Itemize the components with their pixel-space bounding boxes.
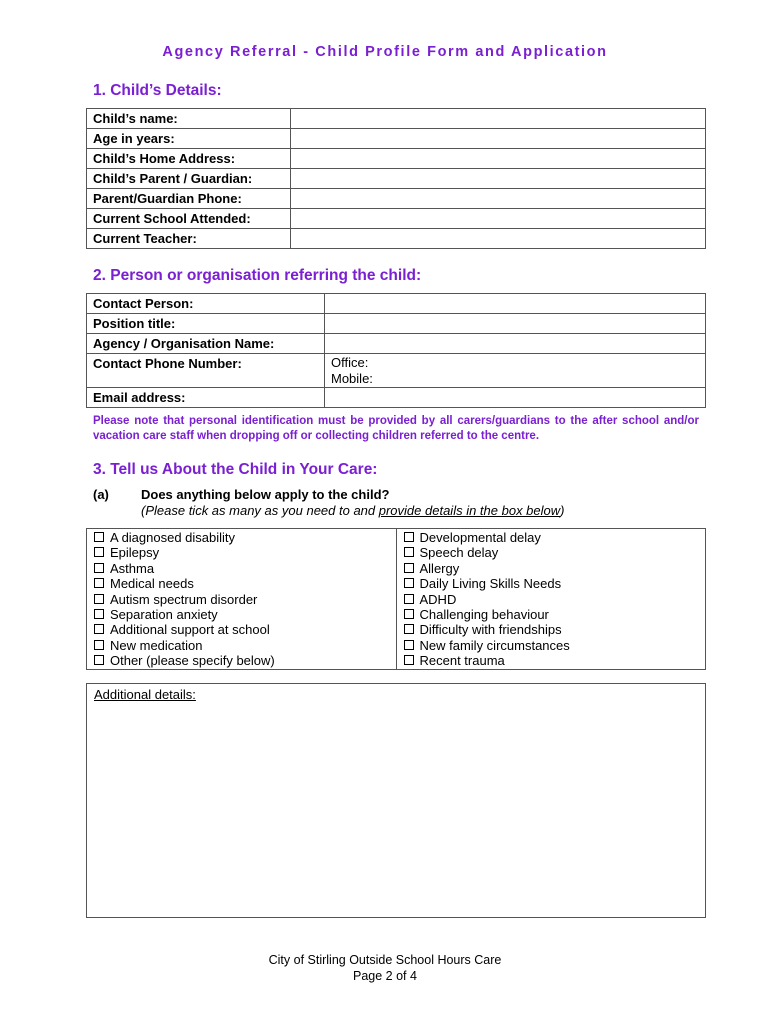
- list-item[interactable]: [404, 638, 699, 653]
- agency-name-label: Agency / Organisation Name:: [87, 334, 325, 354]
- table-row: [87, 129, 706, 149]
- list-item[interactable]: [404, 576, 699, 591]
- checkbox-icon[interactable]: [404, 563, 414, 573]
- checkbox-icon[interactable]: [404, 624, 414, 634]
- checkbox-icon[interactable]: [94, 609, 104, 619]
- option-label: Recent trauma: [419, 653, 505, 669]
- table-row: [87, 209, 706, 229]
- table-row: [87, 109, 706, 129]
- checkbox-icon[interactable]: [404, 547, 414, 557]
- contact-person-field[interactable]: [325, 294, 706, 314]
- additional-details-box[interactable]: [86, 683, 706, 918]
- hint-underlined: provide details in the box below: [378, 503, 561, 518]
- checkbox-icon[interactable]: [94, 532, 104, 542]
- home-address-field[interactable]: [291, 149, 706, 169]
- hint-prefix: (Please tick as many as you need to and: [141, 503, 379, 518]
- list-item[interactable]: [94, 638, 389, 653]
- childs-details-table: [86, 108, 706, 249]
- table-row: [87, 189, 706, 209]
- option-label: Asthma: [110, 560, 155, 576]
- page-number: Page 2 of 4: [353, 969, 417, 983]
- list-item[interactable]: [404, 622, 699, 637]
- checkbox-icon[interactable]: [94, 547, 104, 557]
- parent-guardian-label: Child’s Parent / Guardian:: [87, 169, 291, 189]
- table-row: [87, 169, 706, 189]
- table-row: [87, 354, 706, 388]
- option-label: New medication: [110, 637, 203, 653]
- left-options-column: [87, 529, 396, 669]
- list-item[interactable]: [94, 592, 389, 607]
- guardian-phone-field[interactable]: [291, 189, 706, 209]
- option-label: New family circumstances: [419, 637, 570, 653]
- email-field[interactable]: [325, 388, 706, 408]
- list-item[interactable]: [404, 653, 699, 668]
- email-label: Email address:: [87, 388, 325, 408]
- option-label: Difficulty with friendships: [419, 622, 562, 638]
- table-row: [87, 294, 706, 314]
- age-label: Age in years:: [87, 129, 291, 149]
- right-options-column: [396, 529, 706, 669]
- list-item[interactable]: [404, 592, 699, 607]
- office-phone-label: Office:: [331, 355, 369, 370]
- question-text: Does anything below apply to the child?: [141, 487, 390, 502]
- childs-name-label: Child’s name:: [87, 109, 291, 129]
- mobile-phone-label: Mobile:: [331, 371, 373, 386]
- checkbox-icon[interactable]: [94, 563, 104, 573]
- contact-person-label: Contact Person:: [87, 294, 325, 314]
- table-row: [87, 334, 706, 354]
- position-title-label: Position title:: [87, 314, 325, 334]
- list-item[interactable]: [94, 607, 389, 622]
- option-label: Challenging behaviour: [419, 607, 549, 623]
- table-row: [87, 149, 706, 169]
- option-label: Additional support at school: [110, 622, 270, 638]
- contact-phone-field[interactable]: [325, 354, 706, 388]
- contact-phone-label: Contact Phone Number:: [87, 354, 325, 388]
- checkbox-icon[interactable]: [404, 594, 414, 604]
- list-item[interactable]: [404, 561, 699, 576]
- table-row: [87, 388, 706, 408]
- age-field[interactable]: [291, 129, 706, 149]
- list-item[interactable]: [404, 530, 699, 545]
- guardian-phone-label: Parent/Guardian Phone:: [87, 189, 291, 209]
- checkbox-icon[interactable]: [404, 609, 414, 619]
- section-3-heading: 3. Tell us About the Child in Your Care:: [93, 461, 378, 478]
- option-label: Separation anxiety: [110, 607, 218, 623]
- section-2-heading: 2. Person or organisation referring the child:: [93, 267, 422, 284]
- checkbox-icon[interactable]: [94, 594, 104, 604]
- table-row: [87, 314, 706, 334]
- checkbox-icon[interactable]: [404, 578, 414, 588]
- option-label: Speech delay: [419, 545, 499, 561]
- hint-suffix: ): [560, 503, 565, 518]
- teacher-field[interactable]: [291, 229, 706, 249]
- childs-name-field[interactable]: [291, 109, 706, 129]
- list-item[interactable]: [404, 545, 699, 560]
- list-item[interactable]: [94, 653, 389, 668]
- checkbox-icon[interactable]: [94, 640, 104, 650]
- list-item[interactable]: [94, 530, 389, 545]
- question-part-label: (a): [93, 487, 109, 502]
- school-label: Current School Attended:: [87, 209, 291, 229]
- option-label: Allergy: [419, 560, 460, 576]
- teacher-label: Current Teacher:: [87, 229, 291, 249]
- question-hint: [141, 503, 564, 518]
- table-row: [87, 229, 706, 249]
- checkbox-icon[interactable]: [94, 655, 104, 665]
- position-title-field[interactable]: [325, 314, 706, 334]
- referrer-table: [86, 293, 706, 408]
- home-address-label: Child’s Home Address:: [87, 149, 291, 169]
- option-label: Epilepsy: [110, 545, 160, 561]
- list-item[interactable]: [94, 622, 389, 637]
- option-label: Autism spectrum disorder: [110, 591, 258, 607]
- checkbox-icon[interactable]: [404, 640, 414, 650]
- option-label: ADHD: [419, 591, 457, 607]
- list-item[interactable]: [94, 561, 389, 576]
- identification-note: Please note that personal identification must be provided by all carers/guardians to the after school and/or vacation care staff when dropping off or collecting children referred to the centre.: [93, 415, 699, 442]
- page-footer: [0, 952, 770, 984]
- option-label: Medical needs: [110, 576, 194, 592]
- school-field[interactable]: [291, 209, 706, 229]
- page-title: Agency Referral - Child Profile Form and Application: [162, 44, 608, 60]
- additional-details-label: Additional details:: [94, 687, 196, 702]
- checkbox-icon[interactable]: [404, 655, 414, 665]
- option-label: Other (please specify below): [110, 653, 275, 669]
- option-label: Daily Living Skills Needs: [419, 576, 562, 592]
- checkbox-icon[interactable]: [404, 532, 414, 542]
- agency-name-field[interactable]: [325, 334, 706, 354]
- checkbox-icon[interactable]: [94, 578, 104, 588]
- parent-guardian-field[interactable]: [291, 169, 706, 189]
- list-item[interactable]: [94, 545, 389, 560]
- option-label: A diagnosed disability: [110, 530, 236, 545]
- list-item[interactable]: [404, 607, 699, 622]
- checkbox-options-box: [86, 528, 706, 670]
- section-1-heading: 1. Child’s Details:: [93, 82, 222, 99]
- footer-org: City of Stirling Outside School Hours Care: [268, 953, 502, 967]
- option-label: Developmental delay: [419, 530, 541, 545]
- list-item[interactable]: [94, 576, 389, 591]
- checkbox-icon[interactable]: [94, 624, 104, 634]
